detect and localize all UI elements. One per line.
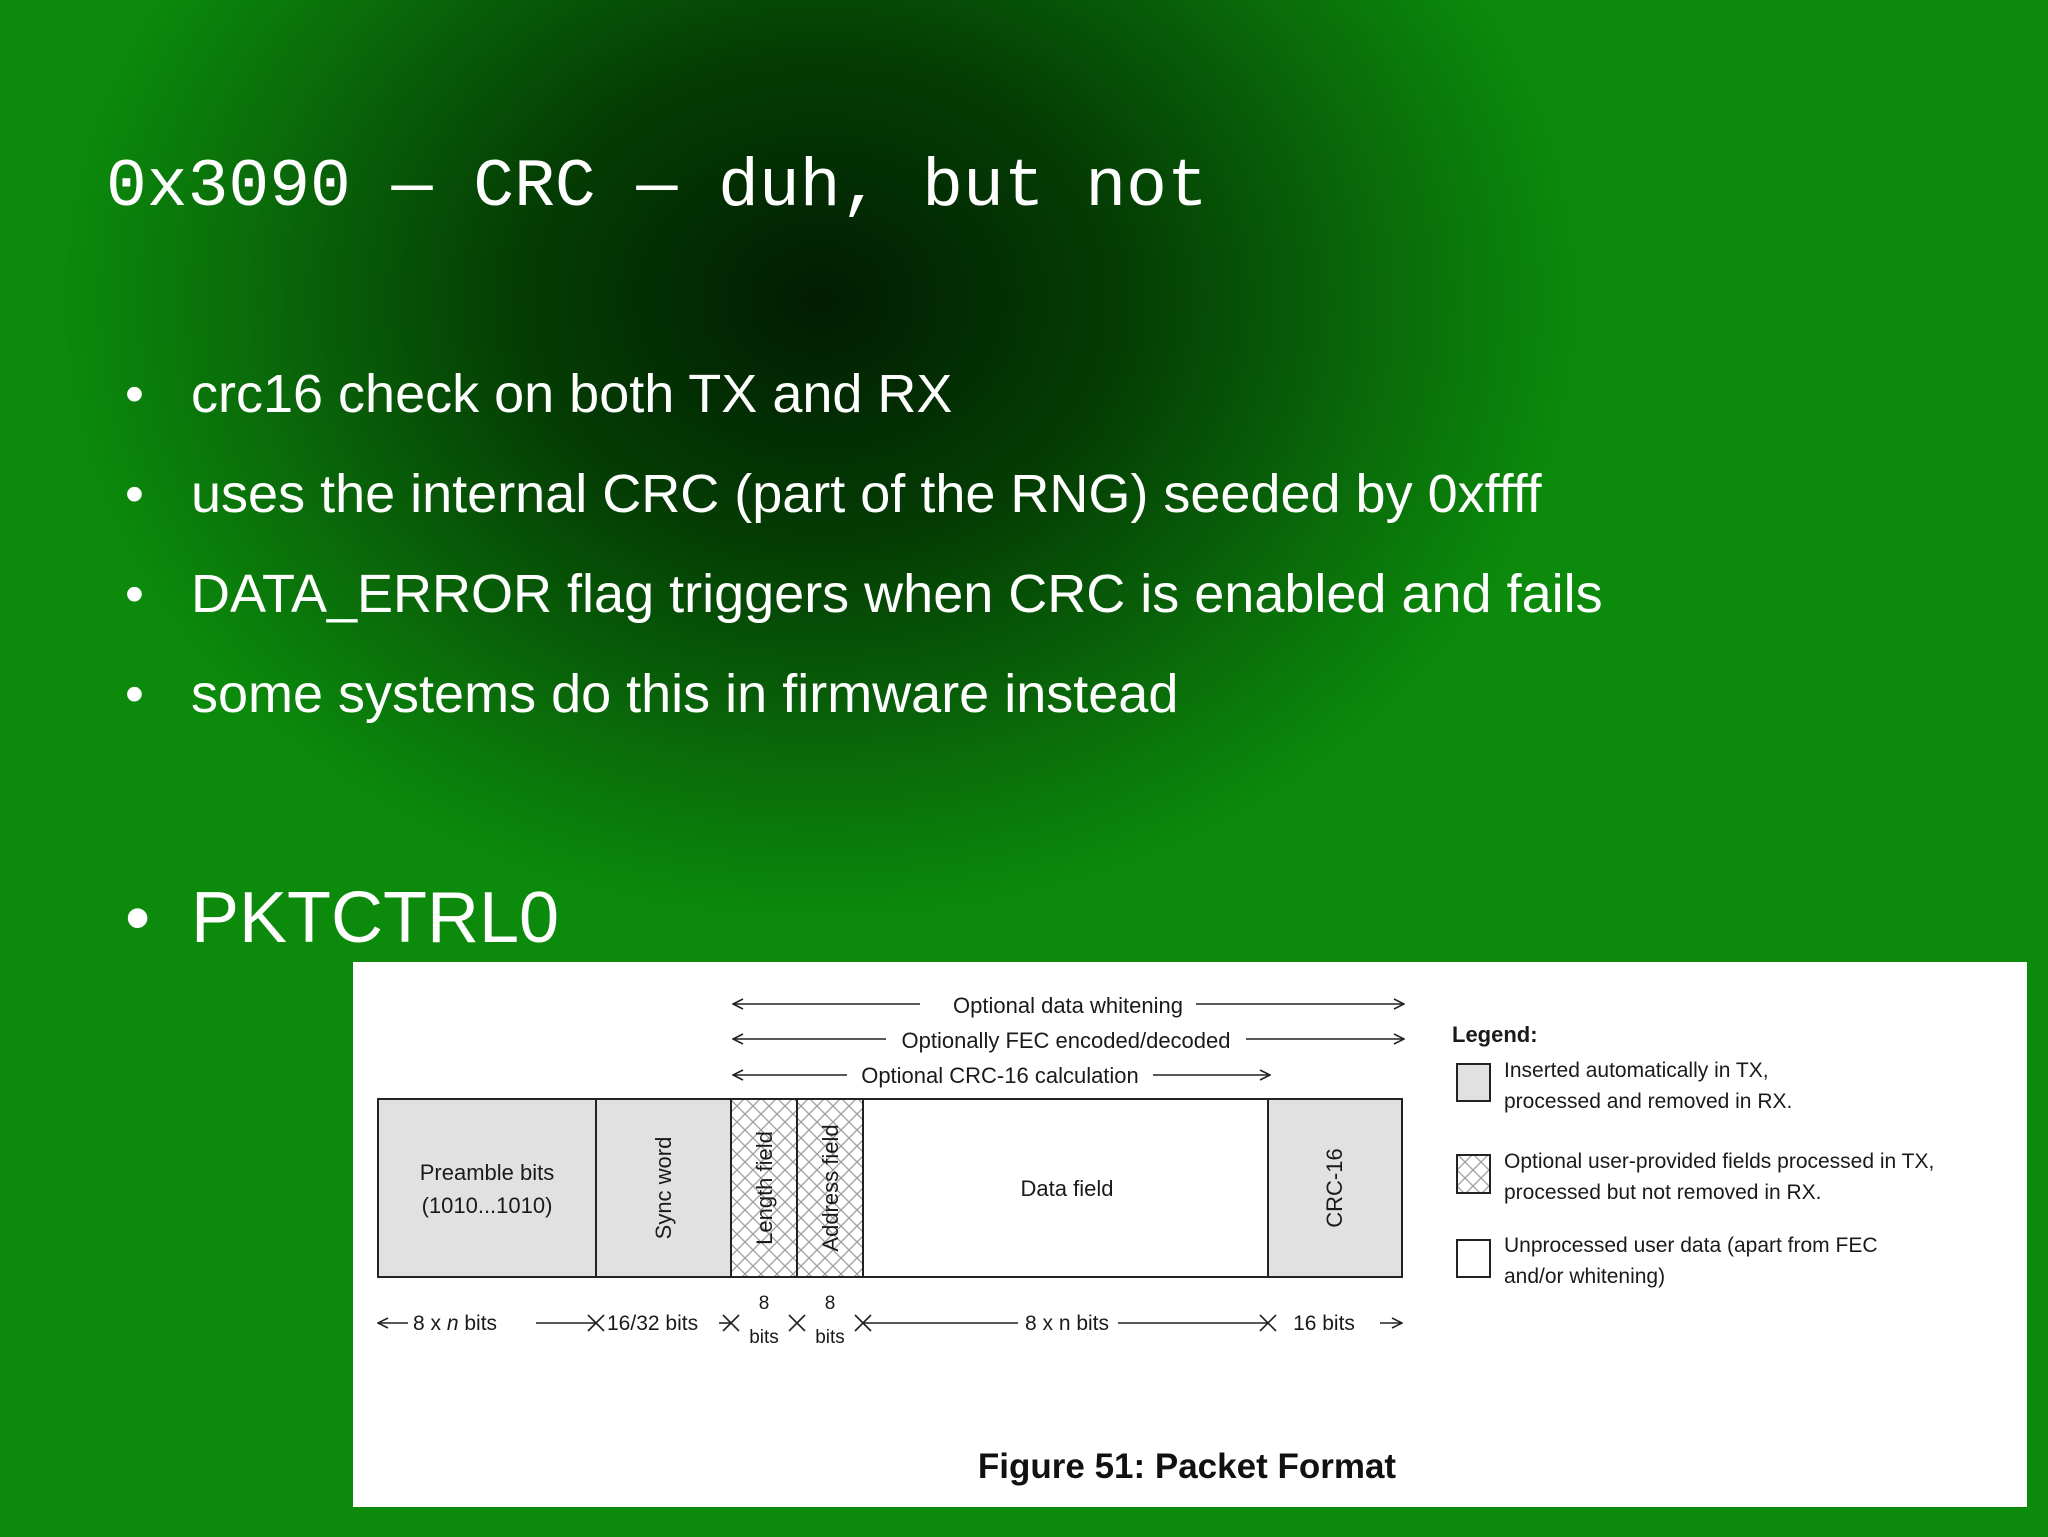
packet-format-figure bbox=[353, 962, 2027, 1507]
preamble-size-prefix: 8 x bbox=[413, 1312, 447, 1335]
legend-swatch-white bbox=[1457, 1240, 1490, 1277]
whitening-span bbox=[733, 993, 1404, 1018]
address-field bbox=[797, 1099, 863, 1277]
address-size-top: 8 bbox=[824, 1293, 836, 1314]
address-size-bottom: bits bbox=[815, 1327, 845, 1348]
legend-item-3-line1: Unprocessed user data (apart from FEC bbox=[1504, 1234, 1878, 1257]
bullet-text: DATA_ERROR flag triggers when CRC is enabled and fails bbox=[191, 564, 1603, 624]
length-field-label: Length field bbox=[752, 1131, 777, 1245]
preamble-size-n: n bbox=[446, 1312, 459, 1335]
bullet-text: some systems do this in firmware instead bbox=[191, 664, 1179, 724]
legend-swatch-gray bbox=[1457, 1064, 1490, 1101]
sync-size: 16/32 bits bbox=[607, 1312, 699, 1335]
legend-swatch-hatched bbox=[1457, 1155, 1490, 1193]
bullet-dot: • bbox=[125, 564, 144, 624]
bullet-dot: • bbox=[125, 664, 144, 724]
legend-title: Legend: bbox=[1452, 1022, 1538, 1047]
bullet-dot: • bbox=[125, 364, 144, 424]
field-size-row bbox=[378, 1315, 1402, 1331]
preamble-size bbox=[413, 1312, 497, 1335]
legend-item-2-line2: processed but not removed in RX. bbox=[1504, 1181, 1822, 1204]
crc-calc-label: Optional CRC-16 calculation bbox=[861, 1063, 1139, 1088]
legend bbox=[1452, 1022, 1934, 1288]
bullet-text: crc16 check on both TX and RX bbox=[191, 364, 953, 424]
data-size: 8 x n bits bbox=[1024, 1312, 1110, 1335]
fec-span bbox=[733, 1028, 1404, 1053]
crc16-label: CRC-16 bbox=[1322, 1148, 1347, 1228]
bullet-text: uses the internal CRC (part of the RNG) seeded by 0xffff bbox=[191, 464, 1542, 524]
figure-caption: Figure 51: Packet Format bbox=[977, 1447, 1397, 1486]
whitening-label: Optional data whitening bbox=[953, 993, 1183, 1018]
length-size-top: 8 bbox=[758, 1293, 770, 1314]
length-size-bottom: bits bbox=[749, 1327, 779, 1348]
bullet-text: PKTCTRL0 bbox=[191, 878, 560, 958]
slide-title: 0x3090 — CRC — duh, but not bbox=[106, 149, 1208, 226]
data-field bbox=[863, 1099, 1268, 1277]
preamble-size-suffix: bits bbox=[458, 1312, 498, 1335]
crc-calc-span bbox=[733, 1063, 1270, 1088]
sync-word-label: Sync word bbox=[651, 1136, 676, 1240]
packet-format-diagram bbox=[353, 962, 2027, 1507]
data-field-label: Data field bbox=[1020, 1176, 1114, 1201]
preamble-label: Preamble bits bbox=[419, 1160, 555, 1185]
bullet-dot: • bbox=[125, 878, 151, 958]
legend-item-2-line1: Optional user-provided fields processed in TX, bbox=[1504, 1150, 1935, 1173]
legend-item-1-line1: Inserted automatically in TX, bbox=[1504, 1059, 1769, 1082]
sync-word-field bbox=[596, 1099, 731, 1277]
length-field bbox=[731, 1099, 797, 1277]
legend-item-3-line2: and/or whitening) bbox=[1504, 1265, 1666, 1288]
bullet-dot: • bbox=[125, 464, 144, 524]
fec-label: Optionally FEC encoded/decoded bbox=[901, 1028, 1231, 1053]
address-field-label: Address field bbox=[818, 1124, 843, 1252]
legend-item-1-line2: processed and removed in RX. bbox=[1504, 1090, 1793, 1113]
crc16-field bbox=[1268, 1099, 1402, 1277]
preamble-pattern: (1010...1010) bbox=[421, 1193, 553, 1218]
crc-size: 16 bits bbox=[1293, 1312, 1355, 1335]
preamble-field bbox=[378, 1099, 596, 1277]
